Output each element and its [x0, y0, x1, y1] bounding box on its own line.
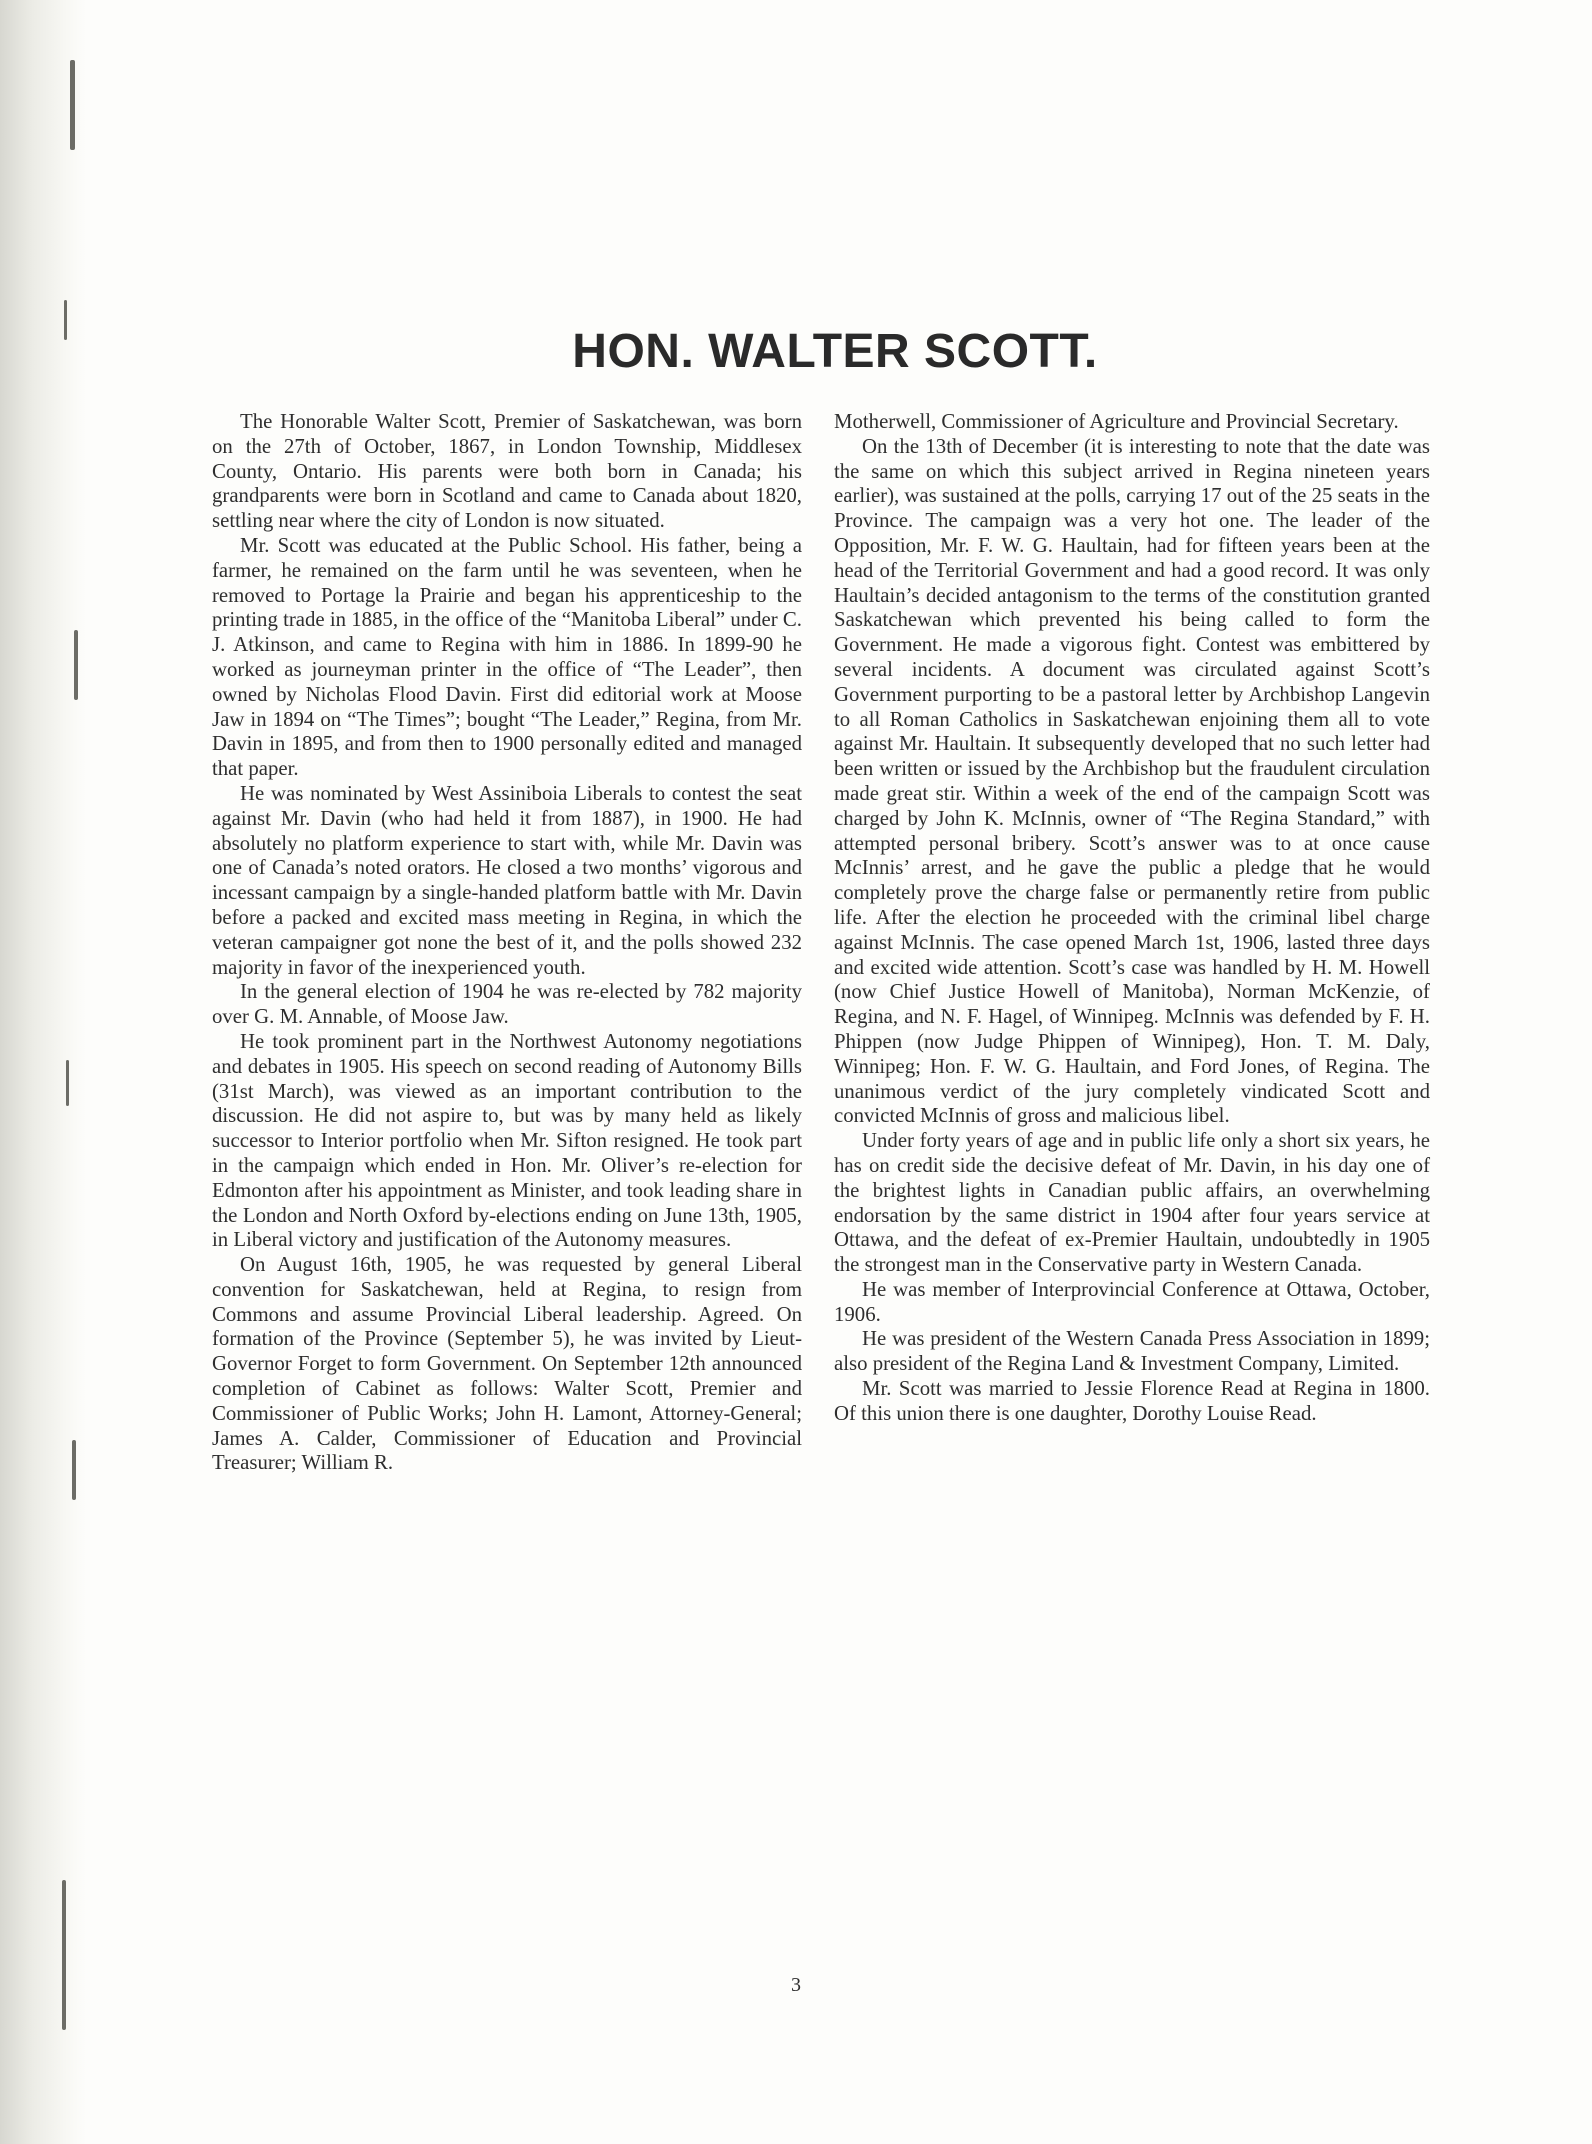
binding-mark [64, 300, 67, 340]
paragraph-conference: He was member of Interprovincial Conference at Ottawa, October, 1906. [834, 1277, 1430, 1326]
paragraph-education: Mr. Scott was educated at the Public School. His father, being a farmer, he remained on the farm until he was seventeen, when he removed to Portage la Prairie and began his apprenticeship to the printing trade in 1885, in the office of the “Manitoba Liberal” under C. J. Atkinson, and came to Regina with him in 1886. In 1899-90 he worked as journeyman printer in the office of “The Leader”, then owned by Nicholas Flood Davin. First did editorial work at Moose Jaw in 1894 on “The Times”; bought “The Leader,” Regina, from Mr. Davin in 1895, and from then to 1900 personally edited and managed that paper. [212, 533, 802, 781]
paragraph-press-association: He was president of the Western Canada Press Association in 1899; also president of the Regina Land & Investment Company, Limited. [834, 1327, 1430, 1376]
binding-mark [66, 1060, 69, 1106]
paragraph-premiership: On August 16th, 1905, he was requested by general Liberal convention for Saskatchewan, held at Regina, to resign from Commons and assume Provincial Liberal leadership. Agreed. On formation of the Province (September 5), he was invited by Lieut-Governor Forget to form Government. On September 12th announced completion of Cabinet as follows: Walter Scott, Premier and Commissioner of Public Works; John H. Lamont, Attorney-General; James A. Calder, Commissioner of Education and Provincial Treasurer; William R. [212, 1253, 802, 1475]
paragraph-1904-election: In the general election of 1904 he was re-elected by 782 majority over G. M. Annable, of Moose Jaw. [212, 980, 802, 1029]
paragraph-cabinet-continued: Motherwell, Commissioner of Agriculture and Provincial Secretary. [834, 410, 1399, 433]
binding-gutter [0, 0, 86, 2144]
paragraph-birth: The Honorable Walter Scott, Premier of Saskatchewan, was born on the 27th of October, 1867, in London Township, Middlesex County, Ontario. His parents were both born in Canada; his grandparents were born in Scotland and came to Canada about 1820, settling near where the city of London is now situated. [212, 410, 802, 533]
binding-mark [74, 630, 78, 700]
binding-mark [72, 1440, 76, 1500]
paragraph-record: Under forty years of age and in public life only a short six years, he has on credit side the decisive defeat of Mr. Davin, in his day one of the brightest lights in Canadian public affairs, an overwhelming endorsation by the same district in 1904 after four years service at Ottawa, and the defeat of ex-Premier Haultain, undoubtedly in 1905 the strongest man in the Conservative party in Western Canada. [834, 1129, 1430, 1277]
left-column [212, 410, 802, 1476]
right-column [834, 410, 1430, 1427]
paragraph-december-election: On the 13th of December (it is interesting to note that the date was the same on which this subject arrived in Regina nineteen years earlier), was sustained at the polls, carrying 17 out of the 25 seats in the Province. The campaign was a very hot one. The leader of the Opposition, Mr. F. W. G. Haultain, had for fifteen years been at the head of the Territorial Government and had a good record. It was only Haultain’s decided antagonism to the terms of the constitution granted Saskatchewan which prevented his being called to form the Government. He made a vigorous fight. Contest was embittered by several incidents. A document was circulated against Scott’s Government purporting to be a pastoral letter by Archbishop Langevin to all Roman Catholics in Saskatchewan enjoining them all to vote against Mr. Haultain. It subsequently developed that no such letter had been written or issued by the Archbishop but the fraudulent circulation made great stir. Within a week of the end of the campaign Scott was charged by John K. McInnis, owner of “The Regina Standard,” with attempted personal bribery. Scott’s answer was to at once cause McInnis’ arrest, and he gave the public a pledge that he would completely prove the charge false or permanently retire from public life. After the election he proceeded with the criminal libel charge against McInnis. The case opened March 1st, 1906, lasted three days and excited wide attention. Scott’s case was handled by H. M. Howell (now Chief Justice Howell of Manitoba), Norman McKenzie, of Regina, and N. F. Hagel, of Winnipeg. McInnis was defended by F. H. Phippen (now Judge Phippen of Winnipeg), Hon. T. M. Daly, Winnipeg; Hon. F. W. G. Haultain, and Ford Jones, of Regina. The unanimous verdict of the jury completely vindicated Scott and convicted McInnis of gross and malicious libel. [834, 434, 1431, 1128]
paragraph-autonomy: He took prominent part in the Northwest Autonomy negotiations and debates in 1905. His speech on second reading of Autonomy Bills (31st March), was viewed as an important contribution to the discussion. He did not aspire to, but was by many held as likely successor to Interior portfolio when Mr. Sifton resigned. He took part in the campaign which ended in Hon. Mr. Oliver’s re-election for Edmonton after his appointment as Minister, and took leading share in the London and North Oxford by-elections ending on June 13th, 1905, in Liberal victory and justification of the Autonomy measures. [212, 1029, 802, 1252]
binding-mark [70, 60, 75, 150]
paragraph-nomination: He was nominated by West Assiniboia Liberals to contest the seat against Mr. Davin (who had held it from 1887), in 1900. He had absolutely no platform experience to start with, while Mr. Davin was one of Canada’s noted orators. He closed a two months’ vigorous and incessant campaign by a single-handed platform battle with Mr. Davin before a packed and excited mass meeting in Regina, in which the veteran campaigner got none the best of it, and the polls showed 232 majority in favor of the inexperienced youth. [212, 781, 802, 979]
page-title: HON. WALTER SCOTT. [572, 325, 1098, 378]
page-number: 3 [791, 1974, 801, 1996]
paragraph-marriage: Mr. Scott was married to Jessie Florence Read at Regina in 1800. Of this union there is one daughter, Dorothy Louise Read. [834, 1377, 1430, 1425]
binding-mark [62, 1880, 66, 2030]
